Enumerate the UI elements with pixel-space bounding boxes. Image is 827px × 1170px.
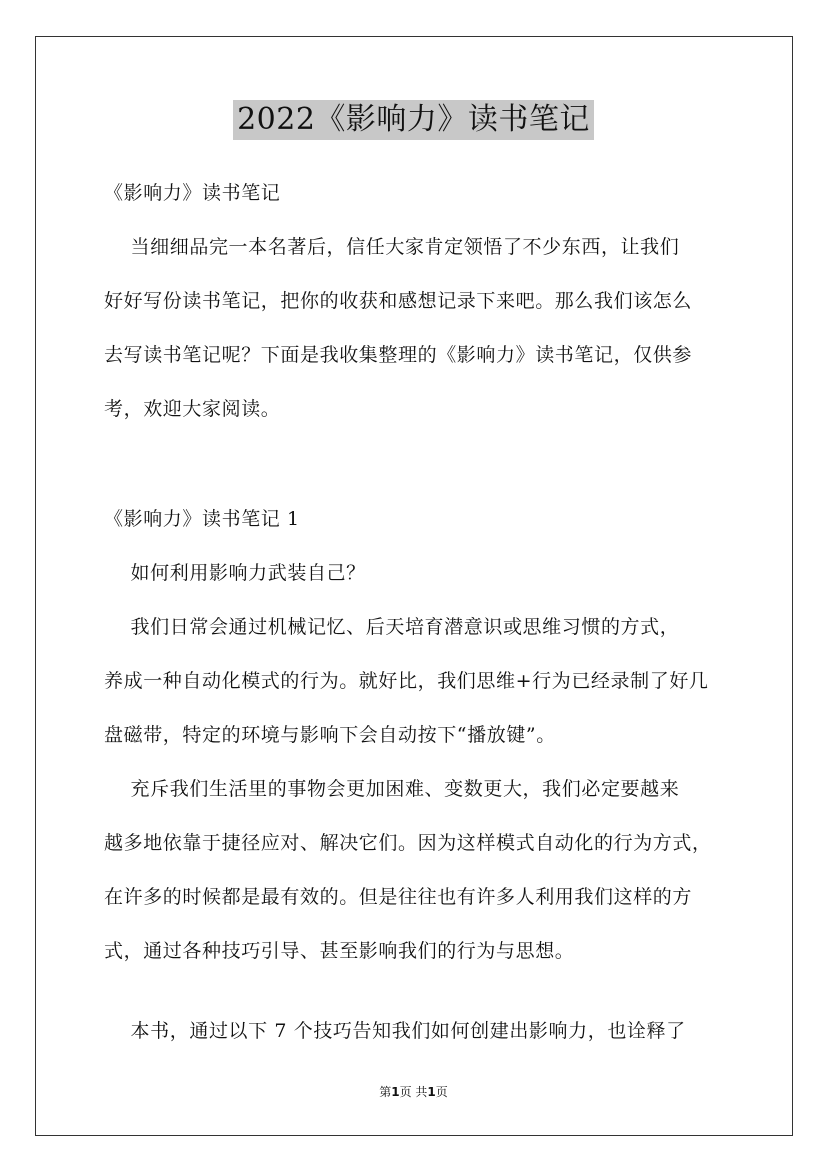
page-footer: [0, 1083, 827, 1100]
paragraph-line: 考，欢迎大家阅读。: [104, 398, 281, 420]
paragraph-line: 养成一种自动化模式的行为。就好比，我们思维+行为已经录制了好几: [104, 670, 709, 692]
paragraph-line: 我们日常会通过机械记忆、后天培育潜意识或思维习惯的方式，: [104, 616, 680, 638]
paragraph-line: 如何利用影响力武装自己？: [104, 562, 366, 584]
document-title: 2022《影响力》读书笔记: [233, 100, 594, 140]
paragraph-line: 《影响力》读书笔记: [104, 182, 281, 204]
page-label-mid: 页 共: [399, 1085, 428, 1099]
document-title-wrapper: [0, 100, 827, 140]
page-total: 1: [427, 1085, 436, 1099]
paragraph-line: 去写读书笔记呢？下面是我收集整理的《影响力》读书笔记，仅供参: [104, 344, 693, 366]
paragraph-line: 在许多的时候都是最有效的。但是往往也有许多人利用我们这样的方: [104, 886, 693, 908]
paragraph-line: 充斥我们生活里的事物会更加困难、变数更大，我们必定要越来: [104, 778, 680, 800]
page-label-suffix: 页: [435, 1085, 448, 1099]
paragraph-line: 越多地依靠于捷径应对、解决它们。因为这样模式自动化的行为方式，: [104, 832, 712, 854]
paragraph-line: 盘磁带，特定的环境与影响下会自动按下“播放键”。: [104, 724, 556, 746]
page-number: 1: [391, 1085, 400, 1099]
paragraph-line: 《影响力》读书笔记 1: [104, 508, 300, 530]
paragraph-line: 本书，通过以下 7 个技巧告知我们如何创建出影响力，也诠释了: [104, 1020, 686, 1042]
paragraph-line: 式，通过各种技巧引导、甚至影响我们的行为与思想。: [104, 940, 575, 962]
paragraph-line: 好好写份读书笔记，把你的收获和感想记录下来吧。那么我们该怎么: [104, 290, 693, 312]
page-label-prefix: 第: [379, 1085, 392, 1099]
paragraph-line: 当细细品完一本名著后，信任大家肯定领悟了不少东西，让我们: [104, 236, 680, 258]
